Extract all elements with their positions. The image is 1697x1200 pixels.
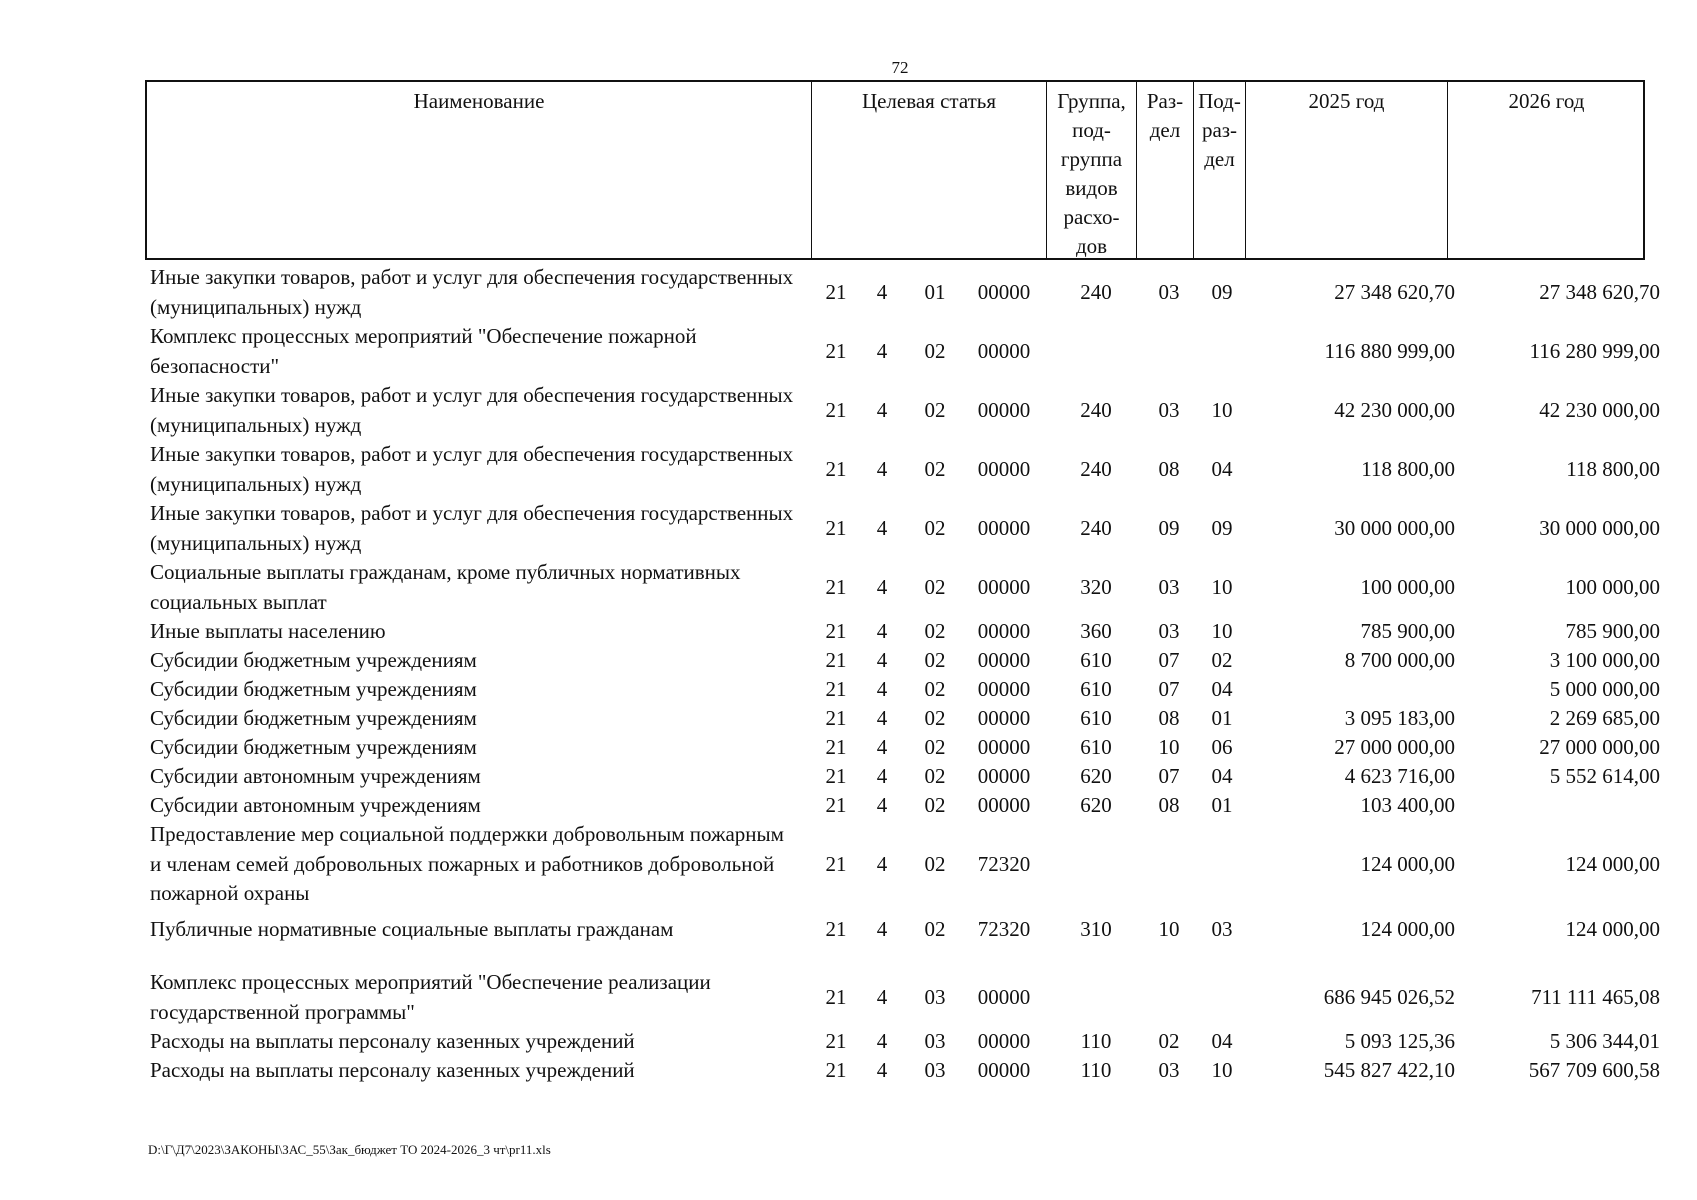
header-group-line: видов — [1065, 176, 1118, 200]
target-part-2: 4 — [876, 735, 888, 759]
subsection-cell: 04 — [1211, 456, 1233, 481]
amount-2026-cell: 30 000 000,00 — [1539, 515, 1660, 540]
row-name-cell: Социальные выплаты гражданам, кроме публичных нормативных социальных выплат — [150, 560, 741, 614]
target-part-1: 21 — [825, 397, 847, 422]
header-target-label: Целевая статья — [861, 89, 997, 113]
target-part-4: 72320 — [977, 917, 1031, 941]
expense-group-cell: 620 — [1080, 764, 1112, 788]
section-cell: 08 — [1158, 706, 1180, 730]
amount-2025-cell: 124 000,00 — [1360, 917, 1455, 941]
subsection-cell: 01 — [1211, 706, 1233, 730]
expense-group-cell: 240 — [1080, 397, 1112, 422]
section-cell: 02 — [1158, 1029, 1180, 1053]
target-part-3: 02 — [924, 397, 946, 422]
target-part-3: 02 — [924, 851, 946, 876]
target-part-1: 21 — [825, 279, 847, 304]
target-part-1: 21 — [825, 984, 847, 1009]
target-part-2: 4 — [876, 574, 888, 599]
target-part-4: 00000 — [977, 735, 1031, 759]
table-row — [0, 381, 1697, 440]
target-part-1: 21 — [825, 338, 847, 363]
expense-group-cell: 610 — [1080, 648, 1112, 672]
target-part-3: 02 — [924, 515, 946, 540]
expense-group-cell: 620 — [1080, 793, 1112, 817]
target-part-3: 02 — [924, 338, 946, 363]
target-part-3: 02 — [924, 619, 946, 643]
subsection-cell: 04 — [1211, 677, 1233, 701]
target-part-4: 00000 — [977, 984, 1031, 1009]
amount-2025-cell: 686 945 026,52 — [1323, 984, 1455, 1009]
target-part-2: 4 — [876, 984, 888, 1009]
target-part-1: 21 — [825, 677, 847, 701]
row-name-cell: Комплекс процессных мероприятий "Обеспечение пожарной безопасности" — [150, 324, 697, 378]
amount-2026-cell: 785 900,00 — [1565, 619, 1660, 643]
target-part-4: 00000 — [977, 515, 1031, 540]
table-row — [0, 791, 1697, 821]
section-cell: 03 — [1158, 574, 1180, 599]
header-group-line: группа — [1060, 147, 1123, 171]
row-name-cell: Иные закупки товаров, работ и услуг для обеспечения государственных (муниципальных) нужд — [150, 383, 794, 437]
target-part-2: 4 — [876, 279, 888, 304]
table-row — [0, 675, 1697, 705]
section-cell: 07 — [1158, 677, 1180, 701]
subsection-cell: 10 — [1211, 397, 1233, 422]
subsection-cell: 02 — [1211, 648, 1233, 672]
target-part-2: 4 — [876, 793, 888, 817]
table-row — [0, 1056, 1697, 1086]
subsection-cell: 06 — [1211, 735, 1233, 759]
target-part-4: 00000 — [977, 706, 1031, 730]
target-part-1: 21 — [825, 648, 847, 672]
target-part-4: 00000 — [977, 793, 1031, 817]
target-part-4: 00000 — [977, 677, 1031, 701]
subsection-cell: 09 — [1211, 279, 1233, 304]
target-part-1: 21 — [825, 851, 847, 876]
target-part-2: 4 — [876, 764, 888, 788]
section-cell: 08 — [1158, 793, 1180, 817]
header-2025-label: 2025 год — [1308, 89, 1385, 113]
section-cell: 09 — [1158, 515, 1180, 540]
header-group-line: дов — [1075, 234, 1108, 258]
target-part-3: 03 — [924, 1029, 946, 1053]
header-group-line: Группа, — [1057, 89, 1126, 113]
target-part-4: 00000 — [977, 619, 1031, 643]
subsection-cell: 09 — [1211, 515, 1233, 540]
target-part-4: 00000 — [977, 397, 1031, 422]
amount-2025-cell: 103 400,00 — [1360, 793, 1455, 817]
header-section-line: Раз- — [1146, 89, 1184, 113]
amount-2026-cell: 124 000,00 — [1565, 917, 1660, 941]
target-part-1: 21 — [825, 735, 847, 759]
target-part-3: 02 — [924, 574, 946, 599]
target-part-2: 4 — [876, 706, 888, 730]
target-part-3: 02 — [924, 735, 946, 759]
target-part-2: 4 — [876, 456, 888, 481]
expense-group-cell: 610 — [1080, 706, 1112, 730]
row-name-cell: Субсидии бюджетным учреждениям — [150, 648, 477, 672]
section-cell: 03 — [1158, 279, 1180, 304]
section-cell: 07 — [1158, 648, 1180, 672]
amount-2025-cell: 545 827 422,10 — [1323, 1058, 1455, 1082]
table-row — [0, 646, 1697, 676]
expense-group-cell: 320 — [1080, 574, 1112, 599]
subsection-cell: 01 — [1211, 793, 1233, 817]
amount-2026-cell: 5 306 344,01 — [1549, 1029, 1660, 1053]
amount-2025-cell: 100 000,00 — [1360, 574, 1455, 599]
expense-group-cell: 610 — [1080, 735, 1112, 759]
page-number: 72 — [891, 58, 909, 77]
target-part-1: 21 — [825, 515, 847, 540]
row-name-cell: Публичные нормативные социальные выплаты гражданам — [150, 917, 674, 941]
section-cell: 03 — [1158, 619, 1180, 643]
row-name-cell: Иные выплаты населению — [150, 619, 386, 643]
target-part-1: 21 — [825, 574, 847, 599]
table-row — [0, 733, 1697, 763]
target-part-4: 00000 — [977, 456, 1031, 481]
amount-2026-cell: 42 230 000,00 — [1539, 397, 1660, 422]
file-path-footer: D:\Г\Д7\2023\ЗАКОНЫ\ЗАС_55\Зак_бюджет ТО 2024-2026_3 чт\pr11.xls — [148, 1142, 551, 1157]
row-name-cell: Субсидии бюджетным учреждениям — [150, 706, 477, 730]
subsection-cell: 03 — [1211, 917, 1233, 941]
target-part-2: 4 — [876, 648, 888, 672]
target-part-2: 4 — [876, 1029, 888, 1053]
subsection-cell: 04 — [1211, 764, 1233, 788]
target-part-3: 02 — [924, 764, 946, 788]
amount-2026-cell: 118 800,00 — [1566, 456, 1660, 481]
row-name-cell: Субсидии автономным учреждениям — [150, 764, 481, 788]
header-name-label: Наименование — [413, 89, 545, 113]
subsection-cell: 10 — [1211, 1058, 1233, 1082]
header-subsection-line: дел — [1204, 147, 1235, 171]
amount-2025-cell: 124 000,00 — [1360, 851, 1455, 876]
expense-group-cell: 110 — [1080, 1058, 1112, 1082]
target-part-2: 4 — [876, 917, 888, 941]
target-part-3: 03 — [924, 1058, 946, 1082]
section-cell: 10 — [1158, 735, 1180, 759]
amount-2026-cell: 27 000 000,00 — [1539, 735, 1660, 759]
row-name-cell: Иные закупки товаров, работ и услуг для обеспечения государственных (муниципальных) нужд — [150, 265, 794, 319]
target-part-2: 4 — [876, 515, 888, 540]
table-row — [0, 1027, 1697, 1057]
target-part-1: 21 — [825, 619, 847, 643]
row-name-cell: Расходы на выплаты персоналу казенных учреждений — [150, 1029, 635, 1053]
target-part-1: 21 — [825, 1058, 847, 1082]
target-part-4: 00000 — [977, 648, 1031, 672]
header-subsection-line: Под- — [1198, 89, 1241, 113]
target-part-3: 02 — [924, 793, 946, 817]
expense-group-cell: 240 — [1080, 279, 1112, 304]
expense-group-cell: 240 — [1080, 456, 1112, 481]
amount-2026-cell: 567 709 600,58 — [1528, 1058, 1660, 1082]
target-part-3: 02 — [924, 456, 946, 481]
section-cell: 10 — [1158, 917, 1180, 941]
subsection-cell: 10 — [1211, 619, 1233, 643]
row-name-cell: Иные закупки товаров, работ и услуг для обеспечения государственных (муниципальных) нужд — [150, 501, 794, 555]
amount-2026-cell: 124 000,00 — [1565, 851, 1660, 876]
amount-2025-cell: 30 000 000,00 — [1334, 515, 1455, 540]
target-part-3: 01 — [924, 279, 946, 304]
amount-2026-cell: 116 280 999,00 — [1529, 338, 1660, 363]
target-part-4: 00000 — [977, 764, 1031, 788]
target-part-2: 4 — [876, 338, 888, 363]
table-row — [0, 704, 1697, 734]
header-section-line: дел — [1149, 118, 1181, 142]
header-subsection-line: раз- — [1201, 118, 1238, 142]
amount-2026-cell: 5 552 614,00 — [1549, 764, 1660, 788]
table-row — [0, 499, 1697, 558]
section-cell: 03 — [1158, 397, 1180, 422]
target-part-1: 21 — [825, 456, 847, 481]
table-row — [0, 915, 1697, 945]
expense-group-cell: 110 — [1080, 1029, 1112, 1053]
section-cell: 08 — [1158, 456, 1180, 481]
target-part-3: 02 — [924, 648, 946, 672]
amount-2026-cell: 3 100 000,00 — [1549, 648, 1660, 672]
target-part-2: 4 — [876, 851, 888, 876]
target-part-3: 02 — [924, 917, 946, 941]
target-part-2: 4 — [876, 677, 888, 701]
table-row — [0, 440, 1697, 499]
amount-2025-cell: 8 700 000,00 — [1344, 648, 1455, 672]
target-part-4: 00000 — [977, 279, 1031, 304]
row-name-cell: Субсидии бюджетным учреждениям — [150, 677, 477, 701]
amount-2025-cell: 4 623 716,00 — [1344, 764, 1455, 788]
target-part-1: 21 — [825, 764, 847, 788]
expense-group-cell: 610 — [1080, 677, 1112, 701]
row-name-cell: Иные закупки товаров, работ и услуг для обеспечения государственных (муниципальных) нужд — [150, 442, 794, 496]
table-row — [0, 322, 1697, 381]
target-part-4: 00000 — [977, 1058, 1031, 1082]
target-part-1: 21 — [825, 706, 847, 730]
amount-2026-cell: 711 111 465,08 — [1531, 984, 1660, 1009]
row-name-cell: Субсидии автономным учреждениям — [150, 793, 481, 817]
header-2026-label: 2026 год — [1508, 89, 1585, 113]
table-row — [0, 820, 1697, 909]
target-part-4: 00000 — [977, 338, 1031, 363]
target-part-1: 21 — [825, 793, 847, 817]
table-row — [0, 617, 1697, 647]
table-row — [0, 762, 1697, 792]
target-part-1: 21 — [825, 1029, 847, 1053]
header-group-line: под- — [1072, 118, 1111, 142]
amount-2025-cell: 5 093 125,36 — [1344, 1029, 1455, 1053]
row-name-cell: Расходы на выплаты персоналу казенных учреждений — [150, 1058, 635, 1082]
row-name-cell: Субсидии бюджетным учреждениям — [150, 735, 477, 759]
table-row — [0, 263, 1697, 322]
header-group-line: расхо- — [1063, 205, 1120, 229]
expense-group-cell: 360 — [1080, 619, 1112, 643]
table-row — [0, 968, 1697, 1027]
section-cell: 03 — [1158, 1058, 1180, 1082]
target-part-3: 03 — [924, 984, 946, 1009]
amount-2025-cell: 116 880 999,00 — [1324, 338, 1455, 363]
amount-2025-cell: 785 900,00 — [1360, 619, 1455, 643]
target-part-4: 00000 — [977, 574, 1031, 599]
target-part-4: 00000 — [977, 1029, 1031, 1053]
target-part-1: 21 — [825, 917, 847, 941]
subsection-cell: 04 — [1211, 1029, 1233, 1053]
target-part-2: 4 — [876, 1058, 888, 1082]
table-row — [0, 558, 1697, 617]
target-part-2: 4 — [876, 619, 888, 643]
expense-group-cell: 310 — [1080, 917, 1112, 941]
section-cell: 07 — [1158, 764, 1180, 788]
target-part-3: 02 — [924, 677, 946, 701]
amount-2025-cell: 42 230 000,00 — [1334, 397, 1455, 422]
target-part-3: 02 — [924, 706, 946, 730]
expense-group-cell: 240 — [1080, 515, 1112, 540]
amount-2026-cell: 27 348 620,70 — [1539, 279, 1660, 304]
amount-2025-cell: 118 800,00 — [1361, 456, 1455, 481]
row-name-cell: Предоставление мер социальной поддержки добровольным пожарным и членам семей добровольных пожарных и работников добровольной пожарной охраны — [150, 822, 784, 905]
amount-2025-cell: 27 000 000,00 — [1334, 735, 1455, 759]
subsection-cell: 10 — [1211, 574, 1233, 599]
amount-2026-cell: 2 269 685,00 — [1549, 706, 1660, 730]
amount-2025-cell: 3 095 183,00 — [1344, 706, 1455, 730]
row-name-cell: Комплекс процессных мероприятий "Обеспечение реализации государственной программы" — [150, 970, 711, 1024]
target-part-4: 72320 — [977, 851, 1031, 876]
amount-2026-cell: 100 000,00 — [1565, 574, 1660, 599]
amount-2026-cell: 5 000 000,00 — [1549, 677, 1660, 701]
amount-2025-cell: 27 348 620,70 — [1334, 279, 1455, 304]
target-part-2: 4 — [876, 397, 888, 422]
